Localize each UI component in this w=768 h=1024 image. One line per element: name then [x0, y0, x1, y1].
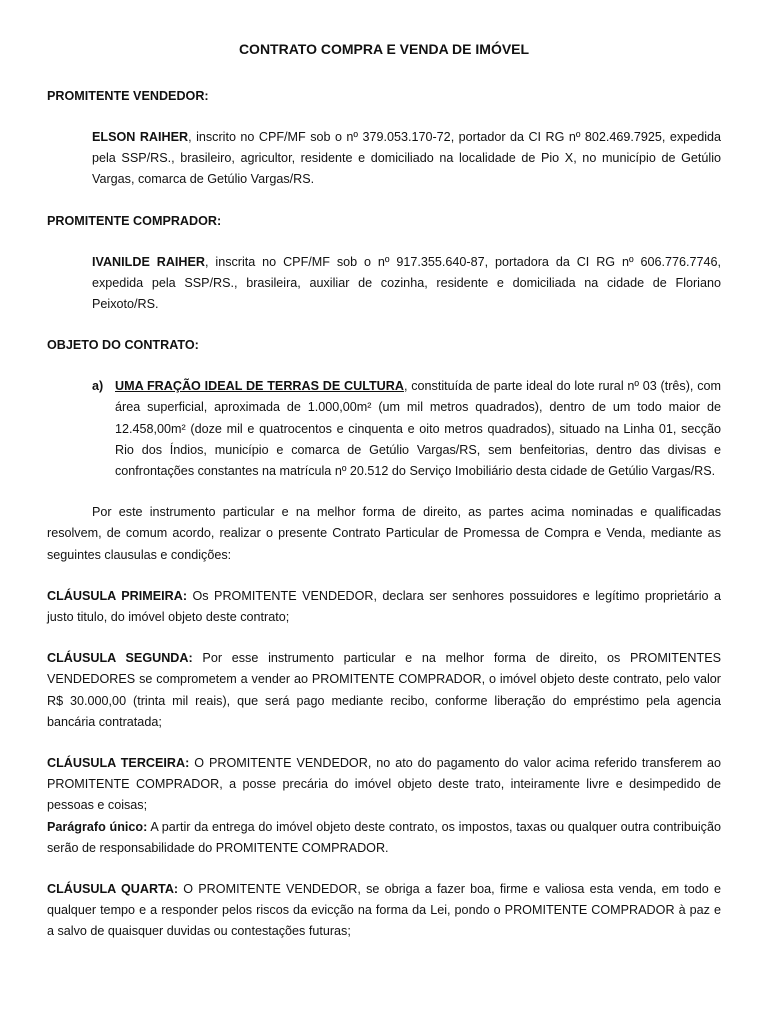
seller-name: ELSON RAIHER	[92, 130, 189, 144]
clause-first-text: Os PROMITENTE VENDEDOR, declara ser senhores possuidores e legítimo proprietário a justo titulo, do imóvel objeto deste contrato;	[47, 588, 721, 625]
clause-fourth-text: O PROMITENTE VENDEDOR, se obriga a fazer boa, firme e valiosa esta venda, em todo e qualquer tempo e a responder pelos riscos da evicção na forma da Lei, pondo o PROMITENTE COMPRADOR à paz e a salvo de quaisquer duvidas ou contestações futuras;	[47, 882, 721, 939]
object-item	[47, 376, 721, 482]
document-title: CONTRATO COMPRA E VENDA DE IMÓVEL	[238, 41, 530, 57]
buyer-heading: PROMITENTE COMPRADOR:	[47, 213, 222, 228]
clause-third	[47, 753, 721, 817]
clause-third-text: O PROMITENTE VENDEDOR, no ato do pagamento do valor acima referido transferem ao PROMITENTE COMPRADOR, a posse precária do imóvel objeto deste trato, inteiramente livre e desimpedido de pessoas e coisas;	[47, 756, 721, 813]
clause-fourth-label: CLÁUSULA QUARTA:	[47, 882, 179, 897]
sole-paragraph	[47, 817, 721, 859]
clause-second-label: CLÁUSULA SEGUNDA:	[47, 651, 193, 666]
sole-paragraph-label: Parágrafo único:	[47, 819, 148, 834]
object-item-description: , constituída de parte ideal do lote rural nº 03 (três), com área superficial, aproximada de 1.000,00m² (um mil metros quadrados), dentro de um todo maior de 12.458,00m² (doze mil e quatrocentos e cinquenta e oito metros quadrados), situado na Linha 01, secção Rio dos Índios, município e comarca de Getúlio Vargas/RS, sem benfeitorias, dentro das divisas e confrontações constantes na matrícula nº 20.512 do Serviço Imobiliário desta cidade de Getúlio Vargas/RS.	[115, 379, 721, 479]
clause-third-label: CLÁUSULA TERCEIRA:	[47, 756, 190, 771]
clause-first	[47, 586, 721, 628]
seller-paragraph	[47, 127, 721, 191]
clause-second	[47, 648, 721, 733]
object-heading: OBJETO DO CONTRATO:	[47, 338, 199, 353]
buyer-details: , inscrita no CPF/MF sob o nº 917.355.640-87, portadora da CI RG nº 606.776.7746, expedida pela SSP/RS., brasileira, auxiliar de cozinha, residente e domiciliada na cidade de Floriano Peixoto/RS.	[92, 254, 721, 312]
seller-details: , inscrito no CPF/MF sob o nº 379.053.170-72, portador da CI RG nº 802.469.7925, expedida pela SSP/RS., brasileiro, agricultor, residente e domiciliado na localidade de Pio X, no município de Getúlio Vargas, comarca de Getúlio Vargas/RS.	[92, 130, 721, 187]
clause-second-text: Por esse instrumento particular e na melhor forma de direito, os PROMITENTES VENDEDORES se comprometem a vender ao PROMITENTE COMPRADOR, o imóvel objeto deste contrato, pelo valor R$ 30.000,00 (trinta mil reais), que será pago mediante recibo, conforme liberação do empréstimo pela agencia bancária contratada;	[47, 651, 721, 729]
object-item-name: UMA FRAÇÃO IDEAL DE TERRAS DE CULTURA	[115, 379, 404, 394]
sole-paragraph-text: A partir da entrega do imóvel objeto deste contrato, os impostos, taxas ou qualquer outra contribuição serão de responsabilidade do PROMITENTE COMPRADOR.	[47, 819, 721, 855]
clause-fourth	[47, 879, 721, 943]
buyer-name: IVANILDE RAIHER	[92, 254, 206, 269]
object-item-marker: a)	[92, 379, 104, 394]
seller-heading: PROMITENTE VENDEDOR:	[47, 89, 209, 103]
clause-first-label: CLÁUSULA PRIMEIRA:	[47, 588, 188, 603]
intro-paragraph: Por este instrumento particular e na melhor forma de direito, as partes acima nominadas e qualificadas resolvem, de comum acordo, realizar o presente Contrato Particular de Promessa de Compra e Venda, mediante as seguintes clausulas e condições:	[47, 505, 721, 562]
buyer-paragraph	[47, 252, 721, 316]
